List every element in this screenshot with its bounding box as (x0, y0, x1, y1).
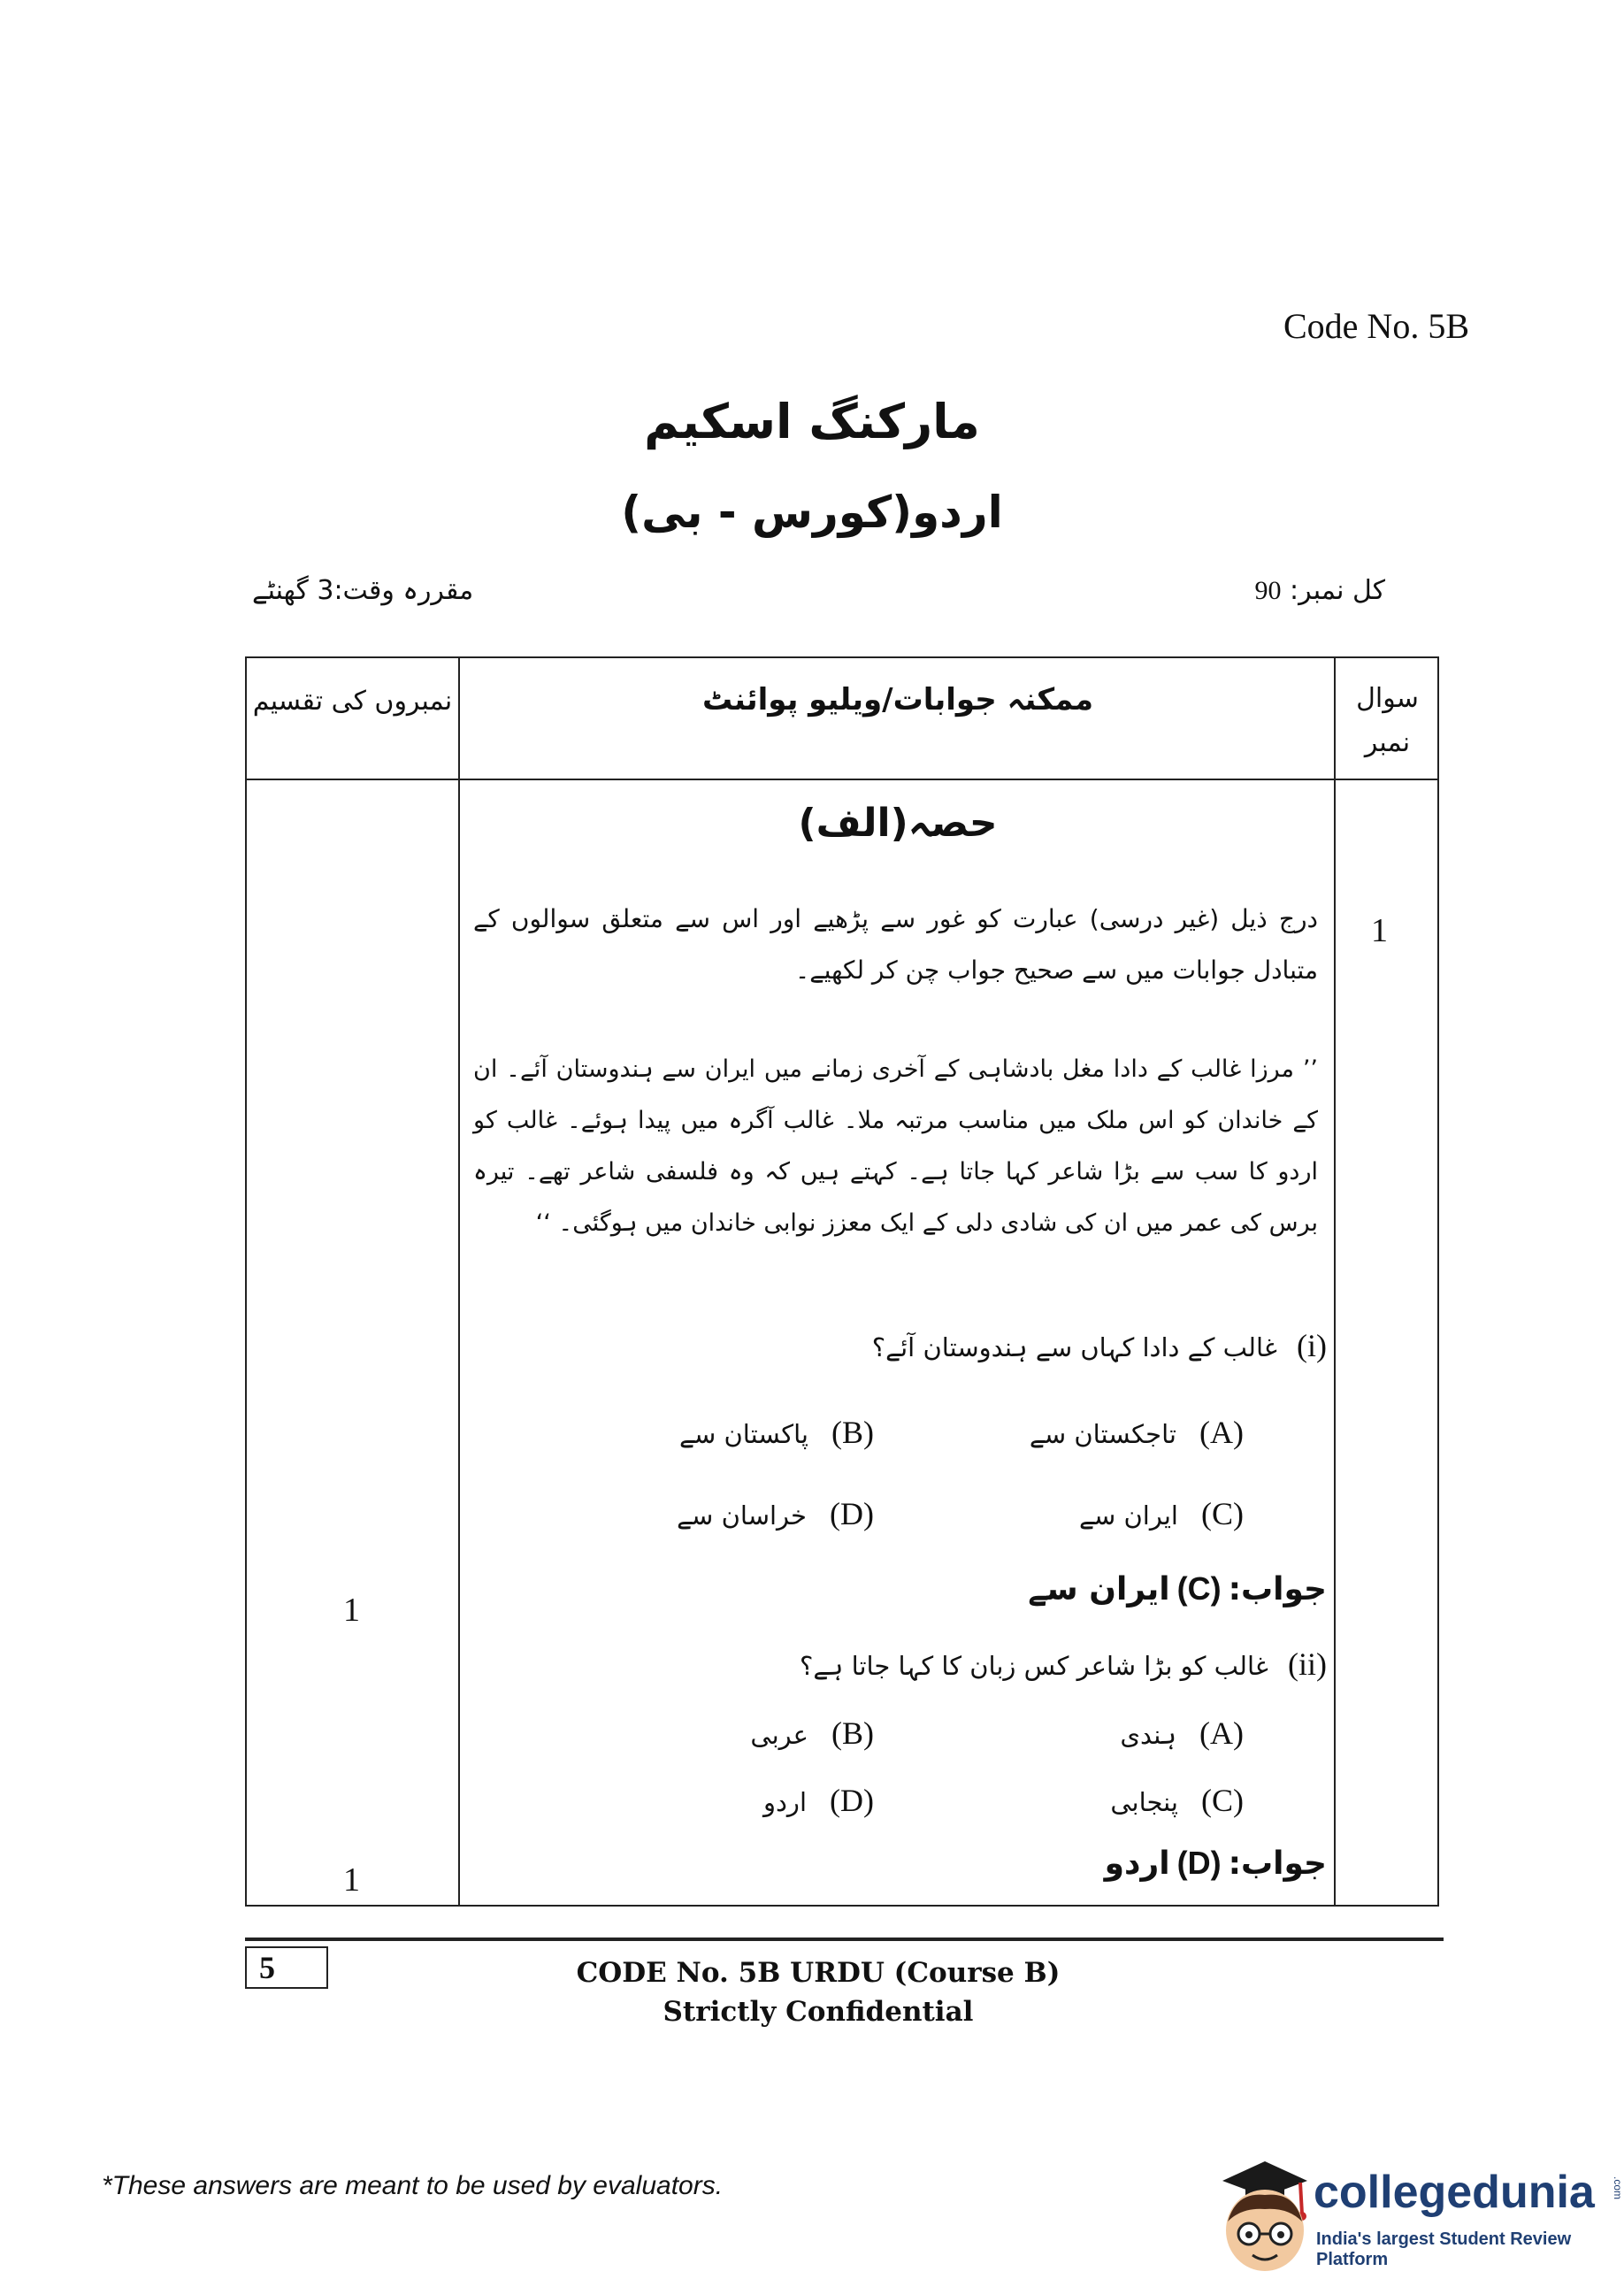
option-letter: (C) (1200, 1496, 1244, 1531)
option (750, 1715, 874, 1752)
option-text: اردو (763, 1787, 807, 1817)
total-marks-label: کل نمبر: (1290, 575, 1385, 606)
document-subtitle: اردو(کورس - بی) (621, 487, 1003, 538)
column-header-question-number: سوال نمبر (1356, 683, 1419, 758)
section-title: حصہ(الف) (798, 801, 998, 846)
question-text (872, 1327, 1327, 1364)
answer-text: اردو (1104, 1845, 1170, 1882)
option (763, 1782, 874, 1819)
answer-label: جواب: (1228, 1571, 1327, 1608)
option-text: پنجابی (1110, 1787, 1178, 1817)
time-label: مقررہ وقت: (333, 575, 474, 606)
table-header-divider (245, 779, 1439, 780)
code-number: Code No. 5B (1283, 306, 1469, 346)
mascot-logo-icon (1210, 2145, 1314, 2278)
option (679, 1414, 874, 1451)
option-text: تاجکستان سے (1029, 1419, 1176, 1449)
marks-value: 1 (343, 1592, 360, 1629)
question-number: 1 (1371, 912, 1388, 949)
question-roman: (ii) (1287, 1646, 1327, 1682)
answer-label: جواب: (1228, 1845, 1327, 1882)
option-letter: (D) (830, 1783, 874, 1818)
question-roman: (i) (1296, 1328, 1327, 1363)
answer-line (1105, 1845, 1327, 1882)
option-letter: (A) (1199, 1715, 1244, 1751)
option-text: پاکستان سے (679, 1419, 808, 1449)
column-header-answers: ممکنہ جوابات/ویلیو پوائنٹ (701, 682, 1094, 717)
brand-dotcom: .com (1612, 2176, 1624, 2200)
option (1120, 1715, 1244, 1752)
footer-code: CODE No. 5B URDU (Course B) (576, 1957, 1061, 1989)
instruction-text: درج ذیل (غیر درسی) عبارت کو غور سے پڑھیے اور اس سے متعلق سوالوں کے متبادل جوابات میں سے صحیح جواب چن کر لکھیے۔ (473, 904, 1318, 985)
page-number: 5 (245, 1946, 328, 1989)
question-text (800, 1646, 1327, 1683)
option-text: عربی (750, 1720, 808, 1750)
option (1079, 1495, 1244, 1532)
option (1110, 1782, 1244, 1819)
document-title: مارکنگ اسکیم (644, 394, 980, 449)
total-marks (1255, 575, 1386, 606)
option-letter: (D) (830, 1496, 874, 1531)
answer-line (1028, 1570, 1327, 1608)
option (1030, 1414, 1244, 1451)
option-text: خراسان سے (677, 1500, 807, 1531)
option-letter: (B) (831, 1715, 874, 1751)
footer-confidential: Strictly Confidential (663, 1996, 974, 2028)
option-text: ہندی (1120, 1720, 1176, 1750)
time-allowed (252, 575, 473, 606)
brand-name: collegedunia (1314, 2167, 1595, 2218)
total-marks-value: 90 (1254, 576, 1282, 605)
column-header-marks: نمبروں کی تقسیم (252, 686, 453, 717)
time-value: 3 گھنٹے (252, 575, 334, 606)
option-text: ایران سے (1078, 1500, 1178, 1531)
brand-tagline: India's largest Student Review Platform (1316, 2229, 1572, 2269)
option (677, 1495, 874, 1532)
footer-divider (245, 1938, 1444, 1941)
answer-text: ایران سے (1028, 1571, 1170, 1608)
option-letter: (C) (1200, 1783, 1244, 1818)
question-body: غالب کے دادا کہاں سے ہندوستان آئے؟ (871, 1332, 1277, 1362)
passage-text: ’’ مرزا غالب کے دادا مغل بادشاہی کے آخری زمانے میں ایران سے ہندوستان آئے۔ ان کے خاندان کو اس ملک میں مناسب مرتبہ ملا۔ غالب آگرہ میں پیدا ہوئے۔ غالب کو اردو کا سب سے بڑا شاعر کہا جاتا ہے۔ کہتے ہیں کہ وہ فلسفی شاعر تھے۔ تیرہ برس کی عمر میں ان کی شادی دلی کے ایک معزز نوابی خاندان میں ہوگئی۔ ‘‘ (473, 1055, 1318, 1237)
disclaimer-note: *These answers are meant to be used by evaluators. (102, 2171, 724, 2200)
answer-letter: (C) (1176, 1570, 1222, 1607)
option-letter: (B) (831, 1415, 874, 1450)
answer-letter: (D) (1176, 1845, 1222, 1881)
marks-value: 1 (343, 1861, 360, 1899)
question-body: غالب کو بڑا شاعر کس زبان کا کہا جاتا ہے؟ (800, 1651, 1268, 1681)
option-letter: (A) (1199, 1415, 1244, 1450)
